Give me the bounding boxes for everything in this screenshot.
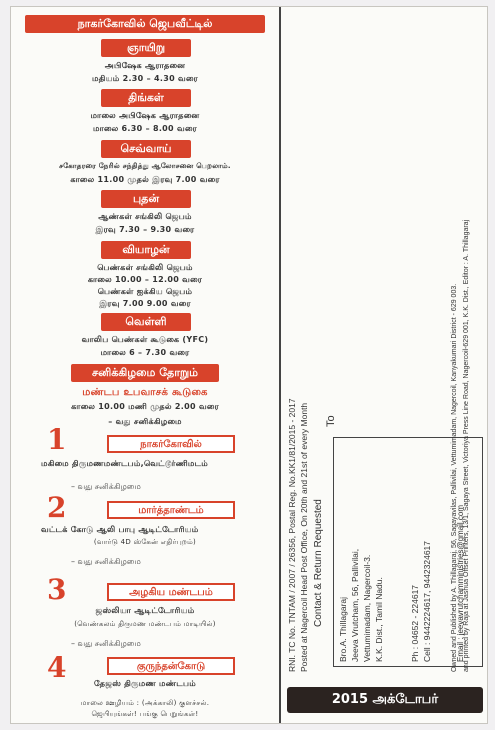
tuesday-line1: சகோதரரை நேரில் சந்தித்து ஆலோசனை பெறலாம். <box>59 162 231 170</box>
venue-sub-2: (வார்டு 4D ஸ்கேன் எதிர்புறம்) <box>93 538 197 546</box>
friday-line2: மாலை 6 – 7.30 வரை <box>100 348 190 357</box>
address-line2: Vettumimadam, Nagercoil-3. <box>362 554 372 662</box>
saturday-line2: காலை 10.00 மணி முதல் 2.00 வரை <box>71 402 219 411</box>
day-header-friday: வெள்ளி <box>101 313 191 331</box>
address-line3: K.K. Dist., Tamil Nadu. <box>374 577 384 662</box>
venue-name-2: மார்த்தாண்டம் <box>107 501 235 519</box>
thursday-line1: பெண்கள் சங்கிலி ஜெபம் <box>97 263 193 272</box>
saturday-line1: மண்டப உபவாசக் கூடுகை <box>82 387 208 398</box>
venue-week-3: – வது சனிக்கிழமை <box>71 639 141 648</box>
day-header-wednesday: புதன் <box>101 190 191 208</box>
day-header-sunday: ஞாயிறு <box>101 39 191 57</box>
venue-number-3: 3 <box>47 573 67 606</box>
wednesday-line2: இரவு 7.30 – 9.30 வரை <box>95 225 195 234</box>
monday-line2: மாலை 6.30 – 8.00 வரை <box>93 124 197 133</box>
thursday-line3: பெண்கள் ஐக்கிய ஜெபம் <box>97 287 193 296</box>
postal-panel <box>279 7 489 723</box>
bottom-note-line1: மாலை ஊழியம் : (அக்காலி) குளச்சல். <box>80 699 210 707</box>
venue-number-2: 2 <box>47 491 67 524</box>
issue-label: 2015 அக்டோபர் <box>287 687 483 713</box>
venue-week-2: – வது சனிக்கிழமை <box>71 557 141 566</box>
sunday-line1: அபிஷேக ஆராதனை <box>104 61 186 70</box>
address-line1: Jeeva Vrutcham, 56, Pallivilai, <box>350 548 360 662</box>
wednesday-line1: ஆண்கள் சங்கிலி ஜெபம் <box>98 212 192 221</box>
venue-number-1: 1 <box>47 423 67 456</box>
address-cell: Cell : 9442224617, 9442324617 <box>422 541 432 662</box>
bottom-note-line2: ஜெபியுங்கள்! பங்கு பெறுங்கள்! <box>91 710 199 718</box>
venue-week-1: – வது சனிக்கிழமை <box>71 482 141 491</box>
day-header-thursday: வியாழன் <box>101 241 191 259</box>
main-title: நாகர்கோவில் ஜெபவீட்டில் <box>25 15 265 33</box>
venue-detail-4: தேஜஸ் திருமண மண்டபம் <box>94 679 196 688</box>
venue-name-3: அழகிய மண்டபம் <box>107 583 235 601</box>
venue-detail-3: ஜஸ்லியா ஆடிட்டோரியம் <box>95 606 195 615</box>
sunday-line2: மதியம் 2.30 – 4.30 வரை <box>92 74 198 83</box>
thursday-line4: இரவு 7.00 9.00 வரை <box>99 299 191 308</box>
schedule-panel <box>11 7 279 723</box>
magazine-back-cover <box>10 6 488 724</box>
to-label: To <box>325 415 337 427</box>
monday-line1: மாலை அபிஷேக ஆராதனை <box>90 111 200 120</box>
thursday-line2: காலை 10.00 – 12.00 வரை <box>87 275 203 284</box>
venue-sub-3: (வெண்கலம் திருமண மண்டபம் மாடியில்) <box>74 620 216 628</box>
rni-line: RNI. TC No. TNTAM / 2007 / 26356, Postal Reg. No.KK1/81/2015 - 2017 <box>287 398 297 672</box>
contact-line: Contact & Return Requested <box>313 499 324 627</box>
day-header-monday: திங்கள் <box>101 89 191 107</box>
address-name: Bro.A. Thillagaraj <box>338 596 348 662</box>
day-header-tuesday: செவ்வாய் <box>101 140 191 158</box>
address-email: Email : jeevavrutchamministries@gmail.com <box>456 504 465 662</box>
venue-number-4: 4 <box>47 651 67 684</box>
venue-name-4: குருந்தன்கோடு <box>107 657 235 675</box>
saturday-line3: – வது சனிக்கிழமை <box>108 417 182 426</box>
venue-detail-2: வட்டக் கோடு ஆலி பாபு ஆடிட்டோரியம் <box>41 525 199 534</box>
venue-name-1: நாகர்கோவில் <box>107 435 235 453</box>
posted-line: Posted at Nagercoil Head Post Office, On 20th and 21st of every Month <box>299 402 309 672</box>
owner-line1: Owned and Published by A. Thillagaraj, 56, Sagayavilas, Pallivilai, Vettumimadam, Nagercoil, Kanyakumari District - 629 003. <box>451 283 458 672</box>
owner-line2: and printed by Raja at Jashua Offset Printers, 13/1, Sagaya Street, Victoriya Press Line Road, Nagercoil-629 001, K.K. Dist., Editor : A. Thillagaraj <box>463 219 470 672</box>
address-box <box>333 437 483 667</box>
venue-detail-1: மகிமை திருமணமண்டபம்,வெட்டூர்ணிமடம் <box>41 459 209 468</box>
day-header-saturday: சனிக்கிழமை தோறும் <box>71 364 219 382</box>
friday-line1: வாலிப பெண்கள் கூடுகை (YFC) <box>81 335 209 344</box>
address-phone: Ph : 04652 - 224617 <box>410 584 420 662</box>
tuesday-line2: காலை 11.00 முதல் இரவு 7.00 வரை <box>70 175 220 184</box>
